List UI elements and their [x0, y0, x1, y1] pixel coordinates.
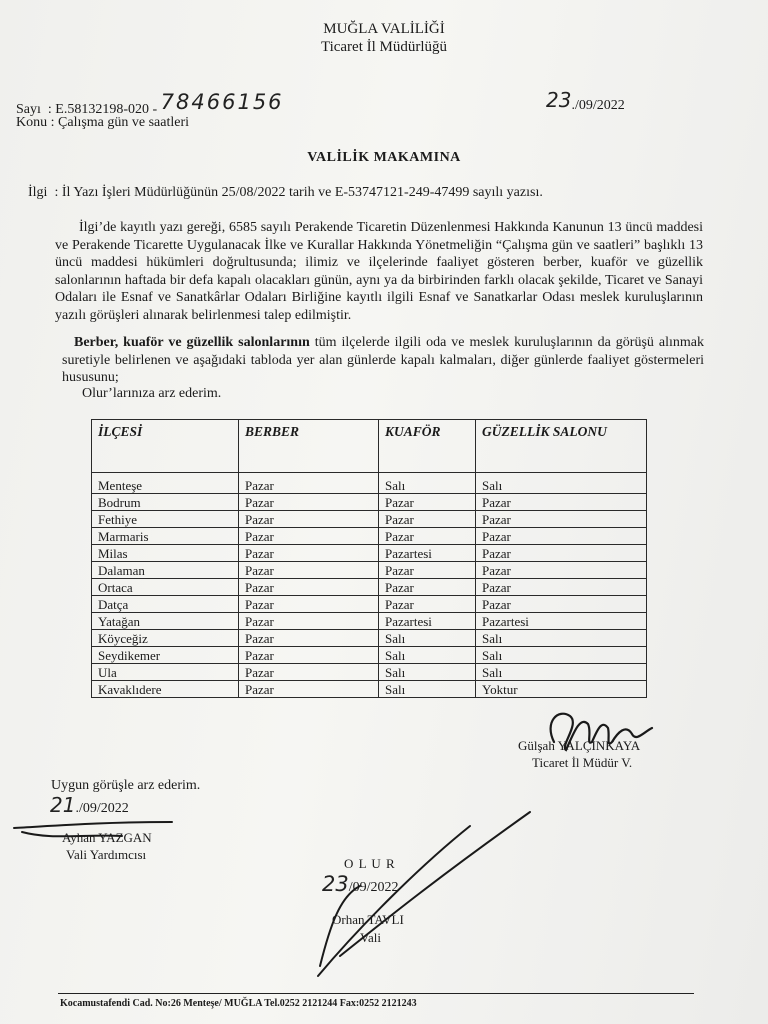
cell-barber: Pazar — [239, 613, 379, 630]
olur-word: O L U R — [344, 856, 396, 871]
konu-label: Konu — [16, 115, 48, 130]
cell-hairdresser: Pazar — [379, 528, 476, 545]
cell-district: Datça — [92, 596, 239, 613]
cell-district: Seydikemer — [92, 647, 239, 664]
olur-date — [322, 872, 399, 896]
table-row — [92, 647, 647, 664]
table-row — [92, 681, 647, 698]
ilgi-text: : İl Yazı İşleri Müdürlüğünün 25/08/2022 tarih ve E-53747121-249-47499 sayılı yazısı. — [54, 185, 543, 200]
cell-beauty-salon: Pazar — [476, 528, 647, 545]
col-header-barber: BERBER — [239, 420, 379, 473]
table-row — [92, 579, 647, 596]
governor-name: Orhan TAVLI — [332, 912, 404, 927]
signatory-1-name: Gülşah YALÇINKAYA — [518, 738, 641, 753]
closing-days-table — [91, 419, 647, 698]
table-row — [92, 596, 647, 613]
konu-value: : Çalışma gün ve saatleri — [50, 115, 190, 130]
cell-hairdresser: Salı — [379, 630, 476, 647]
signatory-1-title: Ticaret İl Müdür V. — [532, 755, 633, 770]
sayi-label: Sayı — [16, 102, 41, 117]
approval-note-text: Uygun görüşle arz ederim. — [51, 778, 201, 793]
governor-title: Vali — [360, 930, 381, 945]
cell-beauty-salon: Salı — [476, 473, 647, 494]
cell-hairdresser: Pazar — [379, 511, 476, 528]
sayi-handwritten-number: 78466156 — [160, 90, 284, 114]
body-paragraph-2 — [62, 334, 704, 387]
cell-barber: Pazar — [239, 630, 379, 647]
cell-district: Milas — [92, 545, 239, 562]
col-header-beauty-salon: GÜZELLİK SALONU — [476, 420, 647, 473]
closing-line: Olur’larınıza arz ederim. — [82, 386, 222, 401]
cell-district: Menteşe — [92, 473, 239, 494]
table-row — [92, 528, 647, 545]
ilgi-label: İlgi — [28, 185, 48, 200]
cell-hairdresser: Salı — [379, 647, 476, 664]
cell-beauty-salon: Pazar — [476, 596, 647, 613]
col-header-hairdresser: KUAFÖR — [379, 420, 476, 473]
approval-name: Ayhan YAZGAN — [62, 830, 152, 845]
org-title: MUĞLA VALİLİĞİ — [323, 21, 445, 37]
sayi-value: : E.58132198-020 - — [47, 102, 158, 117]
ilgi-line — [28, 185, 543, 201]
cell-hairdresser: Salı — [379, 473, 476, 494]
cell-beauty-salon: Yoktur — [476, 681, 647, 698]
table-row — [92, 664, 647, 681]
cell-hairdresser: Pazartesi — [379, 613, 476, 630]
cell-hairdresser: Pazar — [379, 596, 476, 613]
cell-barber: Pazar — [239, 528, 379, 545]
cell-beauty-salon: Pazartesi — [476, 613, 647, 630]
table-row — [92, 562, 647, 579]
cell-hairdresser: Salı — [379, 664, 476, 681]
col-header-district: İLÇESİ — [92, 420, 239, 473]
date-handwritten-day: 23 — [546, 88, 572, 112]
cell-hairdresser: Salı — [379, 681, 476, 698]
footer-divider — [58, 993, 694, 994]
cell-barber: Pazar — [239, 494, 379, 511]
para2-rest: tüm ilçelerde ilgili oda ve meslek kuruluşlarının da görüşü alınmak suretiyle belirlenen ve aşağıdaki tabloda yer alan günlerde kapalı kalmaları, diğer günlerde faaliyet göstermeleri hususunu; — [62, 335, 704, 385]
approval-title: Vali Yardımcısı — [66, 847, 147, 862]
body-paragraph-1: İlgi’de kayıtlı yazı gereği, 6585 sayılı Perakende Ticaretin Düzenlenmesi Hakkında Kanunun 13 üncü maddesi ve Perakende Ticarette Uygulanacak İlke ve Kurallar Hakkında Yönetmeliğin “Çalışma gün ve saatleri” başlıklı 13 üncü maddesi hükümleri doğrultusunda; ilimiz ve ilçelerinde faaliyet gösteren berber, kuaför ve güzellik salonlarının haftada bir defa kapalı olacakları günün, aynı ya da birbirinden farklı olacak şekilde, Ticaret ve Sanayi Odaları ile Esnaf ve Sanatkârlar Odaları Birliğine kayıtlı ilgili Esnaf ve Sanatkarlar Odası meslek kuruluşlarının yazılı görüşleri alınarak belirlenmesi talep edilmiştir. — [55, 220, 703, 323]
cell-beauty-salon: Salı — [476, 647, 647, 664]
cell-district: Marmaris — [92, 528, 239, 545]
cell-hairdresser: Pazar — [379, 494, 476, 511]
table-row — [92, 545, 647, 562]
cell-beauty-salon: Pazar — [476, 494, 647, 511]
table-row — [92, 630, 647, 647]
cell-district: Bodrum — [92, 494, 239, 511]
cell-barber: Pazar — [239, 511, 379, 528]
cell-district: Yatağan — [92, 613, 239, 630]
cell-barber: Pazar — [239, 647, 379, 664]
cell-district: Kavaklıdere — [92, 681, 239, 698]
footer-contact: Kocamustafendi Cad. No:26 Menteşe/ MUĞLA Tel.0252 2121244 Fax:0252 2121243 — [60, 998, 417, 1009]
cell-barber: Pazar — [239, 664, 379, 681]
cell-hairdresser: Pazartesi — [379, 545, 476, 562]
olur-date-rest: /09/2022 — [348, 880, 399, 895]
para2-bold-lead: Berber, kuaför ve güzellik salonlarının — [74, 335, 310, 350]
cell-beauty-salon: Pazar — [476, 579, 647, 596]
table-header-row — [92, 420, 647, 473]
cell-beauty-salon: Salı — [476, 664, 647, 681]
date-rest: ./09/2022 — [571, 98, 625, 113]
cell-beauty-salon: Pazar — [476, 511, 647, 528]
document-date — [546, 90, 625, 114]
recipient-heading: VALİLİK MAKAMINA — [307, 150, 461, 165]
cell-beauty-salon: Pazar — [476, 562, 647, 579]
cell-district: Ortaca — [92, 579, 239, 596]
approval-handwritten-day: 21 — [50, 793, 76, 817]
cell-district: Köyceğiz — [92, 630, 239, 647]
cell-hairdresser: Pazar — [379, 562, 476, 579]
cell-beauty-salon: Pazar — [476, 545, 647, 562]
cell-barber: Pazar — [239, 596, 379, 613]
table-row — [92, 613, 647, 630]
konu-line — [16, 115, 189, 131]
cell-barber: Pazar — [239, 473, 379, 494]
cell-district: Ula — [92, 664, 239, 681]
cell-barber: Pazar — [239, 681, 379, 698]
cell-district: Fethiye — [92, 511, 239, 528]
approval-note-date — [50, 793, 129, 817]
cell-barber: Pazar — [239, 545, 379, 562]
cell-district: Dalaman — [92, 562, 239, 579]
cell-hairdresser: Pazar — [379, 579, 476, 596]
approval-date-rest: ./09/2022 — [75, 801, 129, 816]
table-row — [92, 511, 647, 528]
cell-beauty-salon: Salı — [476, 630, 647, 647]
dept-title: Ticaret İl Müdürlüğü — [320, 39, 448, 55]
cell-barber: Pazar — [239, 579, 379, 596]
olur-handwritten-day: 23 — [322, 872, 349, 896]
table-row — [92, 473, 647, 494]
cell-barber: Pazar — [239, 562, 379, 579]
table-row — [92, 494, 647, 511]
